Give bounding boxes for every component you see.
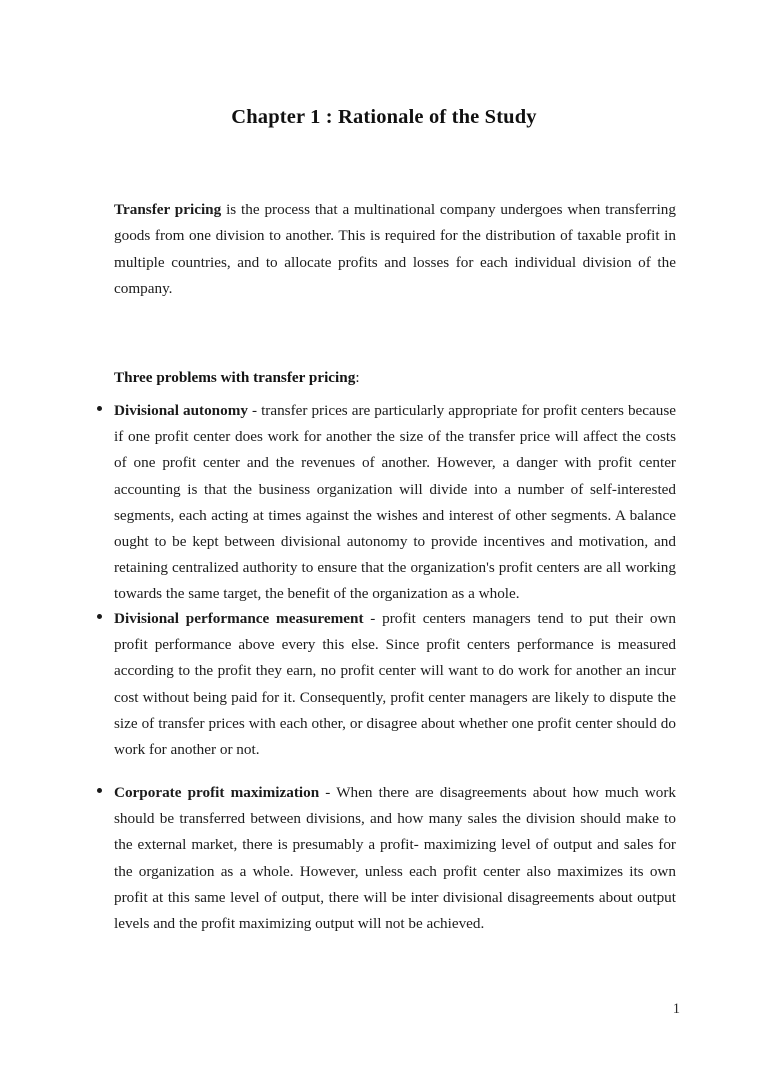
section-heading-text: Three problems with transfer pricing — [114, 368, 356, 386]
list-item-lead-in: Divisional performance measurement — [114, 610, 364, 627]
list-item-text — [114, 398, 676, 608]
intro-paragraph — [114, 197, 676, 302]
list-item-lead-in: Divisional autonomy — [114, 402, 248, 419]
list-item-body: - When there are disagreements about how much work should be transferred between divisions, and how many sales the division should make to the external market, there is presumably a profit- maximizing level of output and sales for the organization as a whole. However, unless each profit center also maximizes its own profit at this same level of output, there will be inter divisional disagreements about output levels and the profit maximizing output will not be achieved. — [114, 784, 677, 933]
intro-lead-in: Transfer pricing — [114, 201, 222, 219]
list-item — [92, 606, 676, 763]
bullet-dot-icon — [97, 788, 102, 793]
list-item-body: - transfer prices are particularly appropriate for profit centers because if one profit center does work for another the size of the transfer price will affect the costs of one profit center and the revenues of another. However, a danger with profit center accounting is that the business organization will divide into a number of self-interested segments, each acting at times against the wishes and interest of other segments. A balance ought to be kept between divisional autonomy to provide incentives and motivation, and retaining centralized authority to ensure that the organization's profit centers are all working towards the same target, the benefit of the organization as a whole. — [114, 402, 677, 603]
bullet-dot-icon — [97, 614, 102, 619]
intro-body: is the process that a multinational company undergoes when transferring goods from one division to another. This is required for the distribution of taxable profit in multiple countries, and to allocate profits and losses for each individual division of the company. — [114, 201, 676, 297]
list-item-lead-in: Corporate profit maximization — [114, 784, 320, 801]
list-item — [92, 398, 676, 608]
list-item — [92, 780, 676, 937]
list-item-text — [114, 606, 676, 763]
list-item-body: - profit centers managers tend to put their own profit performance above every this else. Since profit centers performance is measured according to the profit they earn, no profit center will want to do work for another an incur cost without being paid for it. Consequently, profit center managers are likely to dispute the size of transfer prices with each other, or disagree about whether one profit center should do work for another or not. — [114, 610, 676, 759]
bullet-dot-icon — [97, 406, 102, 411]
section-heading — [114, 365, 360, 391]
page-title: Chapter 1 : Rationale of the Study — [231, 105, 537, 128]
list-item-text — [114, 780, 676, 937]
page-number: 1 — [672, 1001, 680, 1017]
section-heading-colon: : — [355, 368, 360, 386]
